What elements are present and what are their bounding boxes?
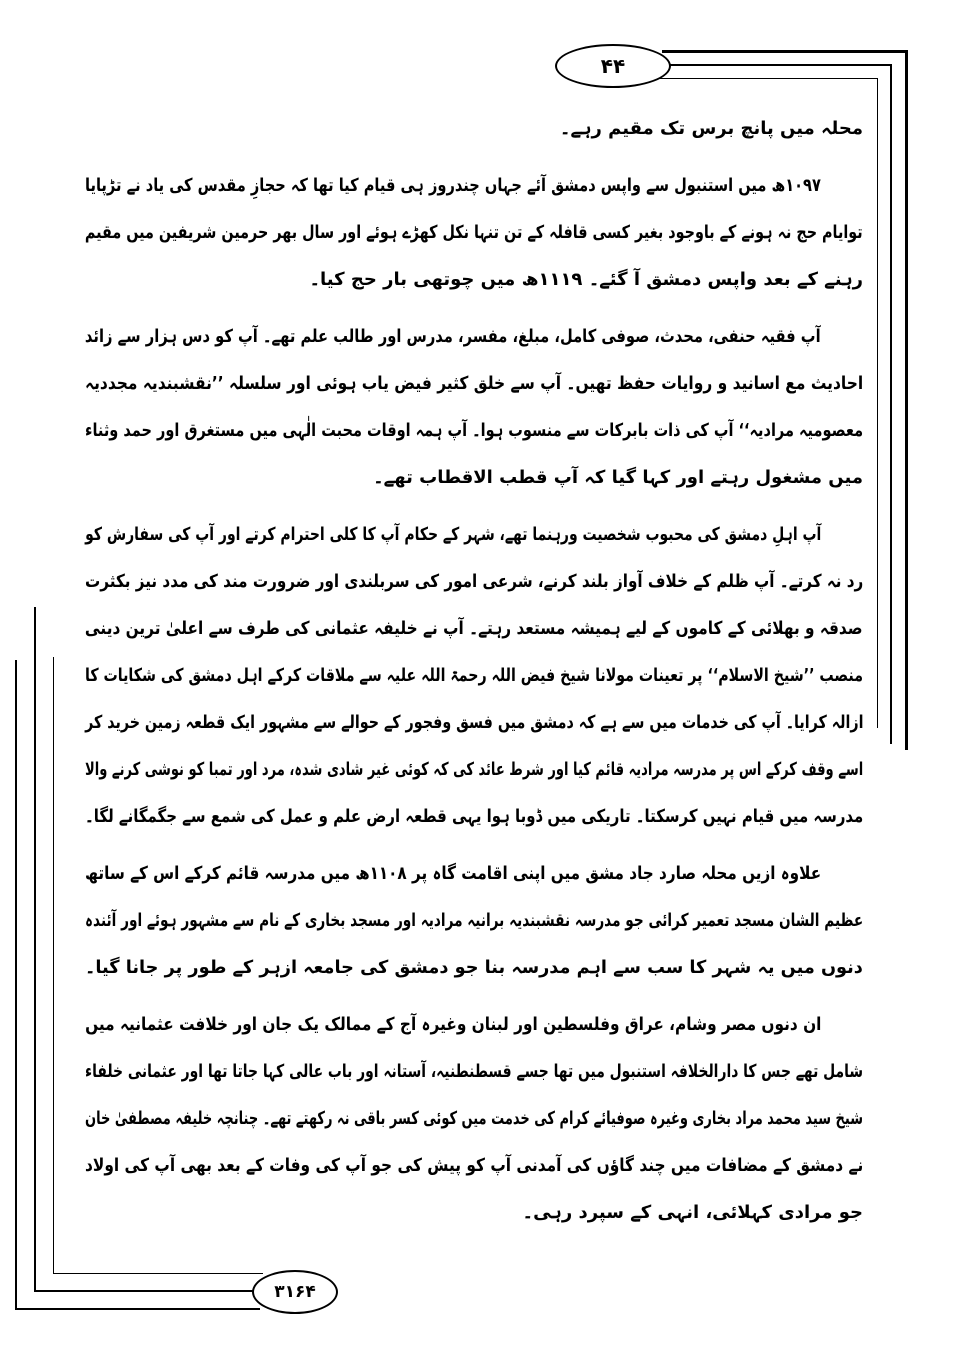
text-line: معصومیہ مرادیہ‘‘ آپ کی ذات بابرکات سے منسوب ہوا۔ آپ ہمہ اوقات محبت الٰہی میں مستغرق اور حمد وثناء xyxy=(84,420,863,441)
text-line: عظیم الشان مسجد تعمیر کرائی جو مدرسہ نقشبندیہ برانیہ مرادیہ اور مسجد بخاری کے نام سے مشہور ہوئے اور آئندہ xyxy=(84,910,863,931)
text-line: میں مشغول رہتے اور کہا گیا کہ آپ قطب الاقطاب تھے۔ xyxy=(373,467,863,488)
text-line: نے دمشق کے مضافات میں چند گاؤں کی آمدنی آپ کو پیش کی جو آپ کی وفات کے بعد بھی آپ کی اولاد xyxy=(84,1155,863,1176)
text-line: آپ فقیہ حنفی، محدث، صوفی کامل، مبلغ، مفسر، مدرس اور طالب علم تھے۔ آپ کو دس ہزار سے زائد xyxy=(85,326,821,347)
text-line: جو مرادی کہلائی، انہی کے سپرد رہی۔ xyxy=(522,1202,863,1223)
text-line: مدرسہ میں قیام نہیں کرسکتا۔ تاریکی میں ڈوبا ہوا یہی قطعہ ارض علم و عمل کی شمع سے جگمگانے لگا۔ xyxy=(84,806,863,827)
page-number-top: ۴۴ xyxy=(555,44,671,88)
frame-line xyxy=(662,50,908,53)
text-line: ان دنوں مصر وشام، عراق وفلسطین اور لبنان وغیرہ آج کے ممالک یک جان اور خلافت عثمانیہ میں xyxy=(84,1014,821,1035)
text-line: احادیث مع اسانید و روایات حفظ تھیں۔ آپ سے خلق کثیر فیض یاب ہوئی اور سلسلہ ’’نقشبندیہ مجددیہ xyxy=(84,373,863,394)
text-line: علاوہ ازیں محلہ صارد جاد مشق میں اپنی اقامت گاہ پر ۱۱۰۸ھ میں مدرسہ قائم کرکے اس کے ساتھ xyxy=(84,863,821,884)
text-line: محلہ میں پانچ برس تک مقیم رہے۔ xyxy=(559,118,863,139)
frame-line xyxy=(877,78,878,728)
frame-line xyxy=(890,64,892,744)
frame-line xyxy=(15,1308,260,1310)
frame-line xyxy=(652,78,878,79)
frame-line xyxy=(905,50,908,750)
text-line: شامل تھے جس کا دارالخلافہ استنبول میں تھا جسے قسطنطنیہ، آستانہ اور باب عالی کہا جاتا تھا اور عثمانی خلفاء xyxy=(84,1061,863,1082)
page-number-bottom: ۳۱۶۴ xyxy=(252,1270,338,1314)
text-line: رہنے کے بعد واپس دمشق آ گئے۔ ۱۱۱۹ھ میں چوتھی بار حج کیا۔ xyxy=(309,269,863,290)
body-text xyxy=(85,105,863,1236)
text-line: اسے وقف کرکے اس پر مدرسہ مرادیہ قائم کیا اور شرط عائد کی کہ کوئی غیر شادی شدہ، مرد اور تمبا کو نوشی کرنے والا xyxy=(84,759,863,780)
text-line: توایام حج نہ ہونے کے باوجود بغیر کسی قافلہ کے تن تنہا نکل کھڑے ہوئے اور سال بھر حرمین شریفین میں مقیم xyxy=(85,222,863,243)
text-line: ازالہ کرایا۔ آپ کی خدمات میں سے ہے کہ دمشق میں فسق وفجور کے حوالے سے مشہور ایک قطعہ زمین خرید کر xyxy=(84,712,863,733)
text-line: رد نہ کرتے۔ آپ ظلم کے خلاف آواز بلند کرنے، شرعی امور کی سربلندی اور ضرورت مند کی مدد نیز بکثرت xyxy=(84,571,863,592)
text-line: صدقہ و بھلائی کے کاموں کے لیے ہمیشہ مستعد رہتے۔ آپ نے خلیفہ عثمانی کی طرف سے اعلیٰ ترین دینی xyxy=(85,618,863,639)
text-line: دنوں میں یہ شہر کا سب سے اہم مدرسہ بنا جو دمشق کی جامعہ ازہر کے طور پر جانا گیا۔ xyxy=(85,957,863,978)
text-line: منصب ’’شیخ الاسلام‘‘ پر تعینات مولانا شیخ فیض اللہ رحمۃ اللہ علیہ سے ملاقات کرکے اہل دمشق کی شکایات کا xyxy=(85,665,863,686)
text-line: آپ اہلِ دمشق کی محبوب شخصیت ورہنما تھے، شہر کے حکام آپ کا کلی احترام کرتے اور آپ کی سفارش کو xyxy=(84,524,821,545)
frame-line xyxy=(662,64,892,66)
frame-line xyxy=(34,1290,259,1292)
text-line: ۱۰۹۷ھ میں استنبول سے واپس دمشق آئے جہاں چندروز ہی قیام کیا تھا کہ حجازِ مقدس کی یاد نے تڑپایا xyxy=(85,175,821,196)
text-line: شیخ سید محمد مراد بخاری وغیرہ صوفیائے کرام کی خدمت میں کوئی کسر باقی نہ رکھتے تھے۔ چنانچہ خلیفہ مصطفیٰ خان xyxy=(85,1108,863,1129)
frame-line xyxy=(53,1273,263,1274)
